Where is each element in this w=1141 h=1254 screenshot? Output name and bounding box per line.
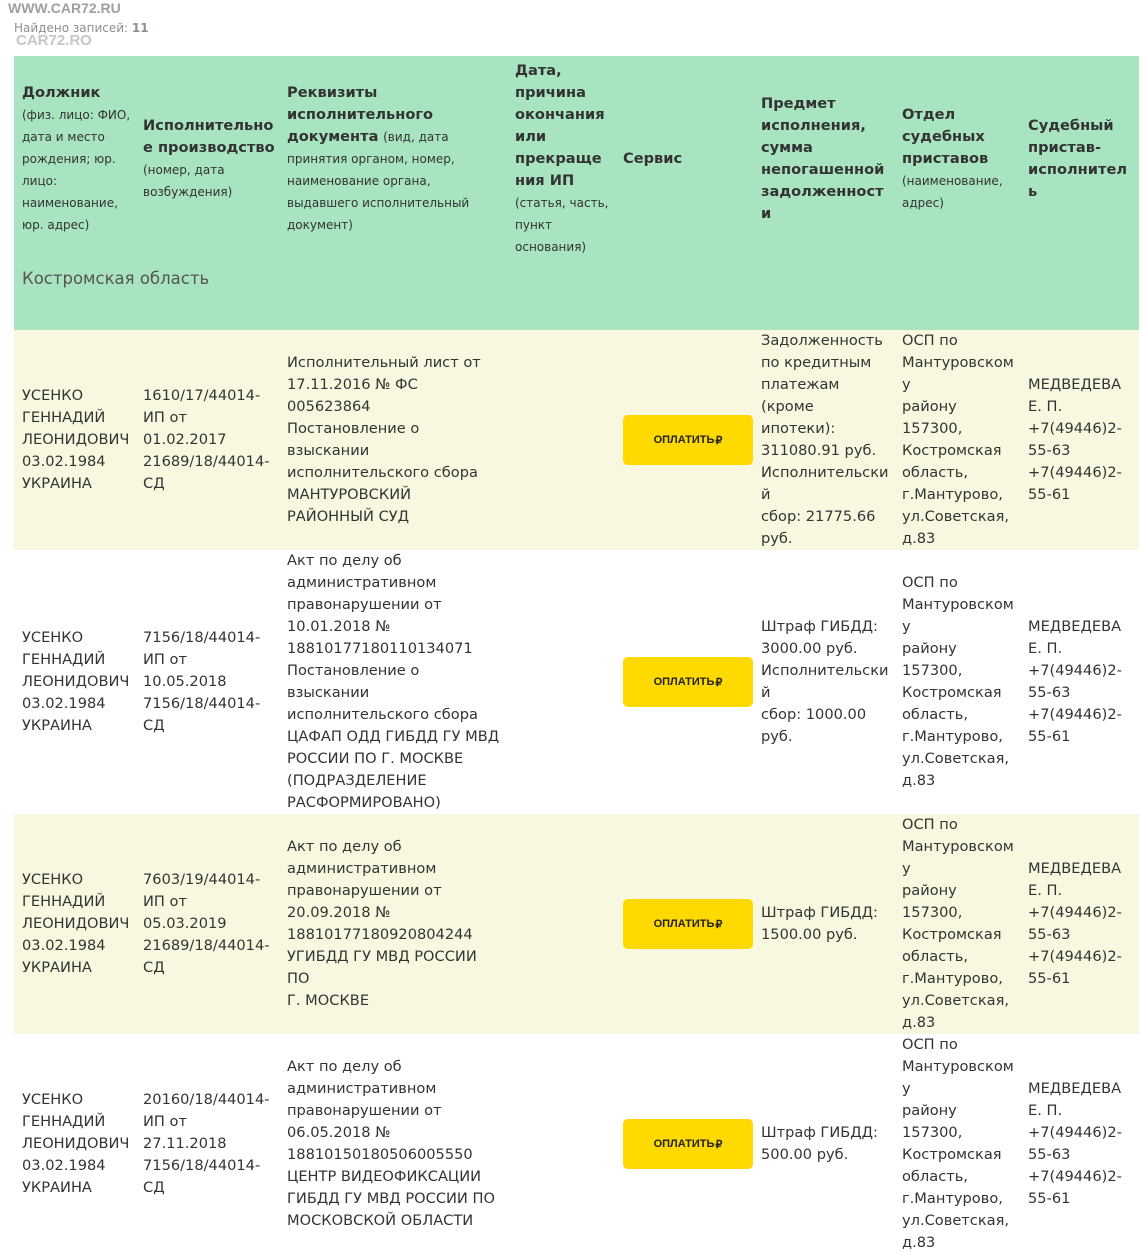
cell-bailiff	[1020, 1034, 1139, 1254]
cell-bailiff	[1020, 814, 1139, 1034]
col-subject: Предмет исполнения, сумма непогашенной задолженности	[753, 56, 894, 258]
enforcement-table	[14, 56, 1139, 1254]
proceeding-text: 20160/18/44014- ИП от 27.11.2018 7156/18/44014- СД	[143, 1091, 270, 1196]
cell-service	[615, 550, 753, 814]
col-proceeding: Исполнительное производство (номер, дата возбуждения)	[135, 56, 279, 258]
cell-bailiff	[1020, 330, 1139, 550]
cell-debtor	[14, 330, 135, 550]
department-text: ОСП по Мантуровскому району 157300, Костромская область, г.Мантурово, ул.Советская, д.83	[902, 332, 1014, 547]
cell-document	[279, 550, 507, 814]
cell-end	[507, 550, 615, 814]
department-text: ОСП по Мантуровскому району 157300, Костромская область, г.Мантурово, ул.Советская, д.83	[902, 574, 1014, 789]
ruble-icon: ₽	[715, 676, 723, 689]
ruble-icon: ₽	[715, 434, 723, 447]
department-text: ОСП по Мантуровскому району 157300, Костромская область, г.Мантурово, ул.Советская, д.83	[902, 816, 1014, 1031]
document-text: Акт по делу об административном правонарушении от 06.05.2018 № 18810150180506005550 ЦЕНТР ВИДЕОФИКСАЦИИ ГИБДД ГУ МВД РОССИИ ПО МОСКОВСКОЙ ОБЛАСТИ	[287, 1058, 495, 1229]
cell-document	[279, 330, 507, 550]
cell-proceeding	[135, 814, 279, 1034]
proceeding-text: 7603/19/44014- ИП от 05.03.2019 21689/18/44014- СД	[143, 871, 270, 976]
table-row	[14, 330, 1139, 550]
cell-proceeding	[135, 550, 279, 814]
pay-button-label: ОПЛАТИТЬ	[653, 676, 715, 688]
bailiff-text: МЕДВЕДЕВА Е. П. +7(49446)2- 55-63 +7(49446)2- 55-61	[1028, 376, 1122, 503]
cell-department	[894, 814, 1020, 1034]
pay-button[interactable]	[623, 657, 753, 707]
cell-end	[507, 330, 615, 550]
col-department: Отдел судебных приставов (наименование, адрес)	[894, 56, 1020, 258]
pay-button[interactable]	[623, 899, 753, 949]
records-found-label: Найдено записей:	[14, 21, 129, 35]
ruble-icon: ₽	[715, 1138, 723, 1151]
site-watermark: WWW.CAR72.RU	[8, 0, 121, 16]
cell-debtor	[14, 1034, 135, 1254]
cell-debtor	[14, 550, 135, 814]
cell-end	[507, 814, 615, 1034]
cell-subject	[753, 550, 894, 814]
cell-department	[894, 1034, 1020, 1254]
site-watermark-logo: CAR72.RO	[16, 32, 92, 49]
cell-service	[615, 814, 753, 1034]
department-text: ОСП по Мантуровскому району 157300, Костромская область, г.Мантурово, ул.Советская, д.83	[902, 1036, 1014, 1251]
records-found-count: 11	[131, 21, 149, 35]
cell-department	[894, 330, 1020, 550]
document-text: Исполнительный лист от 17.11.2016 № ФС 005623864 Постановление о взыскании исполнительского сбора МАНТУРОВСКИЙ РАЙОННЫЙ СУД	[287, 354, 481, 525]
cell-subject	[753, 1034, 894, 1254]
cell-document	[279, 814, 507, 1034]
subject-text: Штраф ГИБДД: 3000.00 руб. Исполнительский сбор: 1000.00 руб.	[761, 618, 889, 745]
cell-department	[894, 550, 1020, 814]
pay-button-label: ОПЛАТИТЬ	[653, 434, 715, 446]
col-bailiff: Судебный пристав-исполнитель	[1020, 56, 1139, 258]
region-row	[14, 258, 1139, 330]
bailiff-text: МЕДВЕДЕВА Е. П. +7(49446)2- 55-63 +7(49446)2- 55-61	[1028, 1080, 1122, 1207]
document-text: Акт по делу об административном правонарушении от 10.01.2018 № 18810177180110134071 Постановление о взыскании исполнительского сбора ЦАФАП ОДД ГИБДД ГУ МВД РОССИИ ПО Г. МОСКВЕ (ПОДРАЗДЕЛЕНИЕ РАСФОРМИРОВАНО)	[287, 552, 500, 811]
pay-button-label: ОПЛАТИТЬ	[653, 918, 715, 930]
debtor-text: УСЕНКО ГЕННАДИЙ ЛЕОНИДОВИЧ 03.02.1984 УКРАИНА	[22, 387, 130, 492]
col-end: Дата, причина окончания или прекращения ИП (статья, часть, пункт основания)	[507, 56, 615, 258]
proceeding-text: 7156/18/44014- ИП от 10.05.2018 7156/18/44014- СД	[143, 629, 261, 734]
proceeding-text: 1610/17/44014- ИП от 01.02.2017 21689/18/44014- СД	[143, 387, 270, 492]
pay-button[interactable]	[623, 415, 753, 465]
region-name: Костромская область	[14, 258, 1139, 330]
cell-end	[507, 1034, 615, 1254]
cell-debtor	[14, 814, 135, 1034]
debtor-text: УСЕНКО ГЕННАДИЙ ЛЕОНИДОВИЧ 03.02.1984 УКРАИНА	[22, 1091, 130, 1196]
table-row	[14, 814, 1139, 1034]
debtor-text: УСЕНКО ГЕННАДИЙ ЛЕОНИДОВИЧ 03.02.1984 УКРАИНА	[22, 871, 130, 976]
bailiff-text: МЕДВЕДЕВА Е. П. +7(49446)2- 55-63 +7(49446)2- 55-61	[1028, 618, 1122, 745]
col-document: Реквизиты исполнительного документа (вид, дата принятия органом, номер, наименование органа, выдавшего исполнительный документ)	[279, 56, 507, 258]
subject-text: Штраф ГИБДД: 1500.00 руб.	[761, 904, 878, 943]
header-row	[14, 56, 1139, 258]
pay-button[interactable]	[623, 1119, 753, 1169]
cell-document	[279, 1034, 507, 1254]
col-debtor: Должник (физ. лицо: ФИО, дата и место рождения; юр. лицо: наименование, юр. адрес)	[14, 56, 135, 258]
cell-proceeding	[135, 330, 279, 550]
table-row	[14, 1034, 1139, 1254]
cell-proceeding	[135, 1034, 279, 1254]
subject-text: Задолженность по кредитным платежам (кроме ипотеки): 311080.91 руб. Исполнительский сбор: 21775.66 руб.	[761, 332, 889, 547]
cell-bailiff	[1020, 550, 1139, 814]
debtor-text: УСЕНКО ГЕННАДИЙ ЛЕОНИДОВИЧ 03.02.1984 УКРАИНА	[22, 629, 130, 734]
cell-subject	[753, 814, 894, 1034]
cell-service	[615, 1034, 753, 1254]
subject-text: Штраф ГИБДД: 500.00 руб.	[761, 1124, 878, 1163]
ruble-icon: ₽	[715, 918, 723, 931]
bailiff-text: МЕДВЕДЕВА Е. П. +7(49446)2- 55-63 +7(49446)2- 55-61	[1028, 860, 1122, 987]
document-text: Акт по делу об административном правонарушении от 20.09.2018 № 18810177180920804244 УГИБДД ГУ МВД РОССИИ ПО Г. МОСКВЕ	[287, 838, 477, 1009]
pay-button-label: ОПЛАТИТЬ	[653, 1138, 715, 1150]
col-service: Сервис	[615, 56, 753, 258]
table-row	[14, 550, 1139, 814]
cell-subject	[753, 330, 894, 550]
cell-service	[615, 330, 753, 550]
